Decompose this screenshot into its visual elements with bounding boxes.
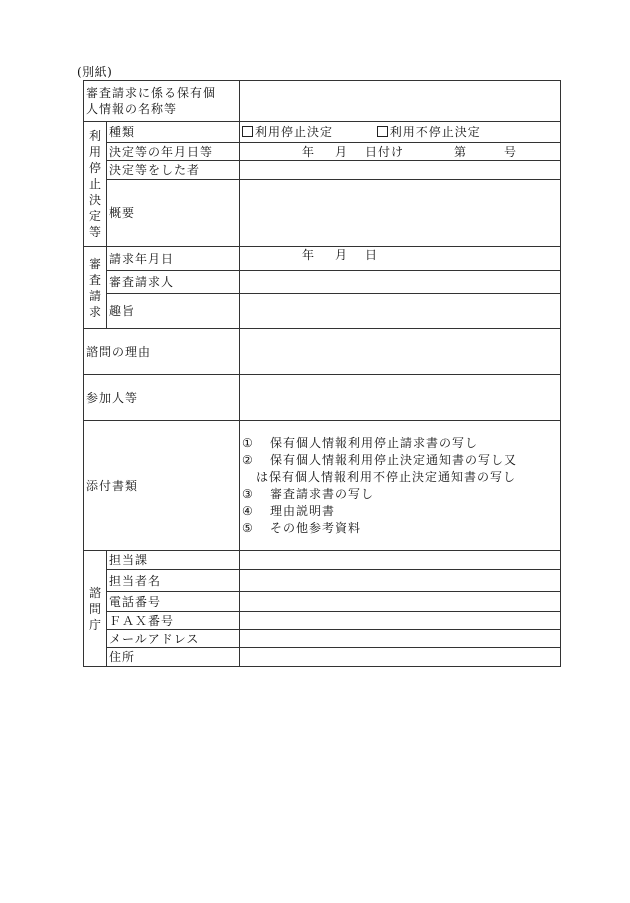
agency-field-label: メールアドレス [107, 630, 240, 648]
request-group-label: 審査請求 [84, 247, 107, 329]
decision-date-month: 月 [335, 145, 349, 159]
option-stop-decision[interactable]: 利用停止決定 [242, 125, 333, 139]
decision-type-row [84, 122, 561, 143]
agency-field-row [84, 612, 561, 630]
decision-date-value[interactable] [240, 143, 561, 161]
request-date-label: 請求年月日 [107, 247, 240, 271]
requester-value[interactable] [240, 271, 561, 294]
consult-reason-label: 諮問の理由 [84, 329, 240, 375]
participants-row [84, 375, 561, 421]
target-info-label-line1: 審査請求に係る保有個 [86, 86, 217, 100]
attachment-item: ② 保有個人情報利用停止決定通知書の写し又 [242, 452, 518, 467]
participants-label: 参加人等 [84, 375, 240, 421]
page-label: (別紙) [77, 65, 113, 79]
agency-field-value[interactable] [240, 551, 561, 570]
checkbox-icon[interactable] [242, 126, 253, 137]
request-date-day: 日 [365, 248, 379, 262]
decision-date-label: 決定等の年月日等 [107, 143, 240, 161]
decider-row [84, 161, 561, 180]
agency-group-label: 諮問庁 [84, 551, 107, 667]
attachments-list [240, 421, 561, 551]
agency-field-label: 電話番号 [107, 592, 240, 612]
attachment-item: ① 保有個人情報利用停止請求書の写し [242, 435, 479, 450]
target-info-value[interactable] [240, 81, 561, 122]
target-info-row [84, 81, 561, 122]
request-date-month: 月 [335, 248, 349, 262]
decision-number-prefix: 第 [454, 145, 468, 159]
agency-field-label: ＦＡＸ番号 [107, 612, 240, 630]
decision-date-row [84, 143, 561, 161]
agency-field-row [84, 648, 561, 667]
purpose-label: 趣旨 [107, 294, 240, 329]
consult-reason-value[interactable] [240, 329, 561, 375]
agency-field-label: 担当者名 [107, 570, 240, 592]
agency-field-row [84, 570, 561, 592]
target-info-label [84, 81, 240, 122]
summary-row [84, 180, 561, 247]
attachment-item: は保有個人情報利用不停止決定通知書の写し [256, 469, 517, 484]
participants-value[interactable] [240, 375, 561, 421]
summary-label: 概要 [107, 180, 240, 247]
decider-label: 決定等をした者 [107, 161, 240, 180]
agency-field-label: 担当課 [107, 551, 240, 570]
requester-label: 審査請求人 [107, 271, 240, 294]
decider-value[interactable] [240, 161, 561, 180]
agency-field-value[interactable] [240, 612, 561, 630]
decision-type-label: 種類 [107, 122, 240, 143]
decision-date-year: 年 [302, 145, 316, 159]
option-non-stop-decision[interactable]: 利用不停止決定 [377, 125, 481, 139]
agency-field-label: 住所 [107, 648, 240, 667]
agency-field-value[interactable] [240, 570, 561, 592]
consult-reason-row [84, 329, 561, 375]
attachment-item: ④ 理由説明書 [242, 503, 336, 518]
agency-field-row [84, 592, 561, 612]
decision-number-suffix: 号 [504, 145, 518, 159]
attachment-item: ③ 審査請求書の写し [242, 486, 375, 501]
attachment-item: ⑤ その他参考資料 [242, 520, 362, 535]
decision-group-label: 利用停止決定等 [84, 122, 107, 247]
requester-row [84, 271, 561, 294]
purpose-row [84, 294, 561, 329]
consultation-form [83, 80, 561, 667]
agency-field-row [84, 551, 561, 570]
purpose-value[interactable] [240, 294, 561, 329]
attachments-label: 添付書類 [84, 421, 240, 551]
summary-value[interactable] [240, 180, 561, 247]
agency-field-value[interactable] [240, 592, 561, 612]
agency-field-value[interactable] [240, 648, 561, 667]
decision-type-options [240, 122, 561, 143]
request-date-year: 年 [302, 248, 316, 262]
request-date-value[interactable] [240, 247, 561, 271]
request-date-row [84, 247, 561, 271]
agency-field-row [84, 630, 561, 648]
checkbox-icon[interactable] [377, 126, 388, 137]
target-info-label-line2: 人情報の名称等 [86, 102, 178, 116]
decision-date-day: 日付け [365, 145, 405, 159]
attachments-row [84, 421, 561, 551]
agency-field-value[interactable] [240, 630, 561, 648]
